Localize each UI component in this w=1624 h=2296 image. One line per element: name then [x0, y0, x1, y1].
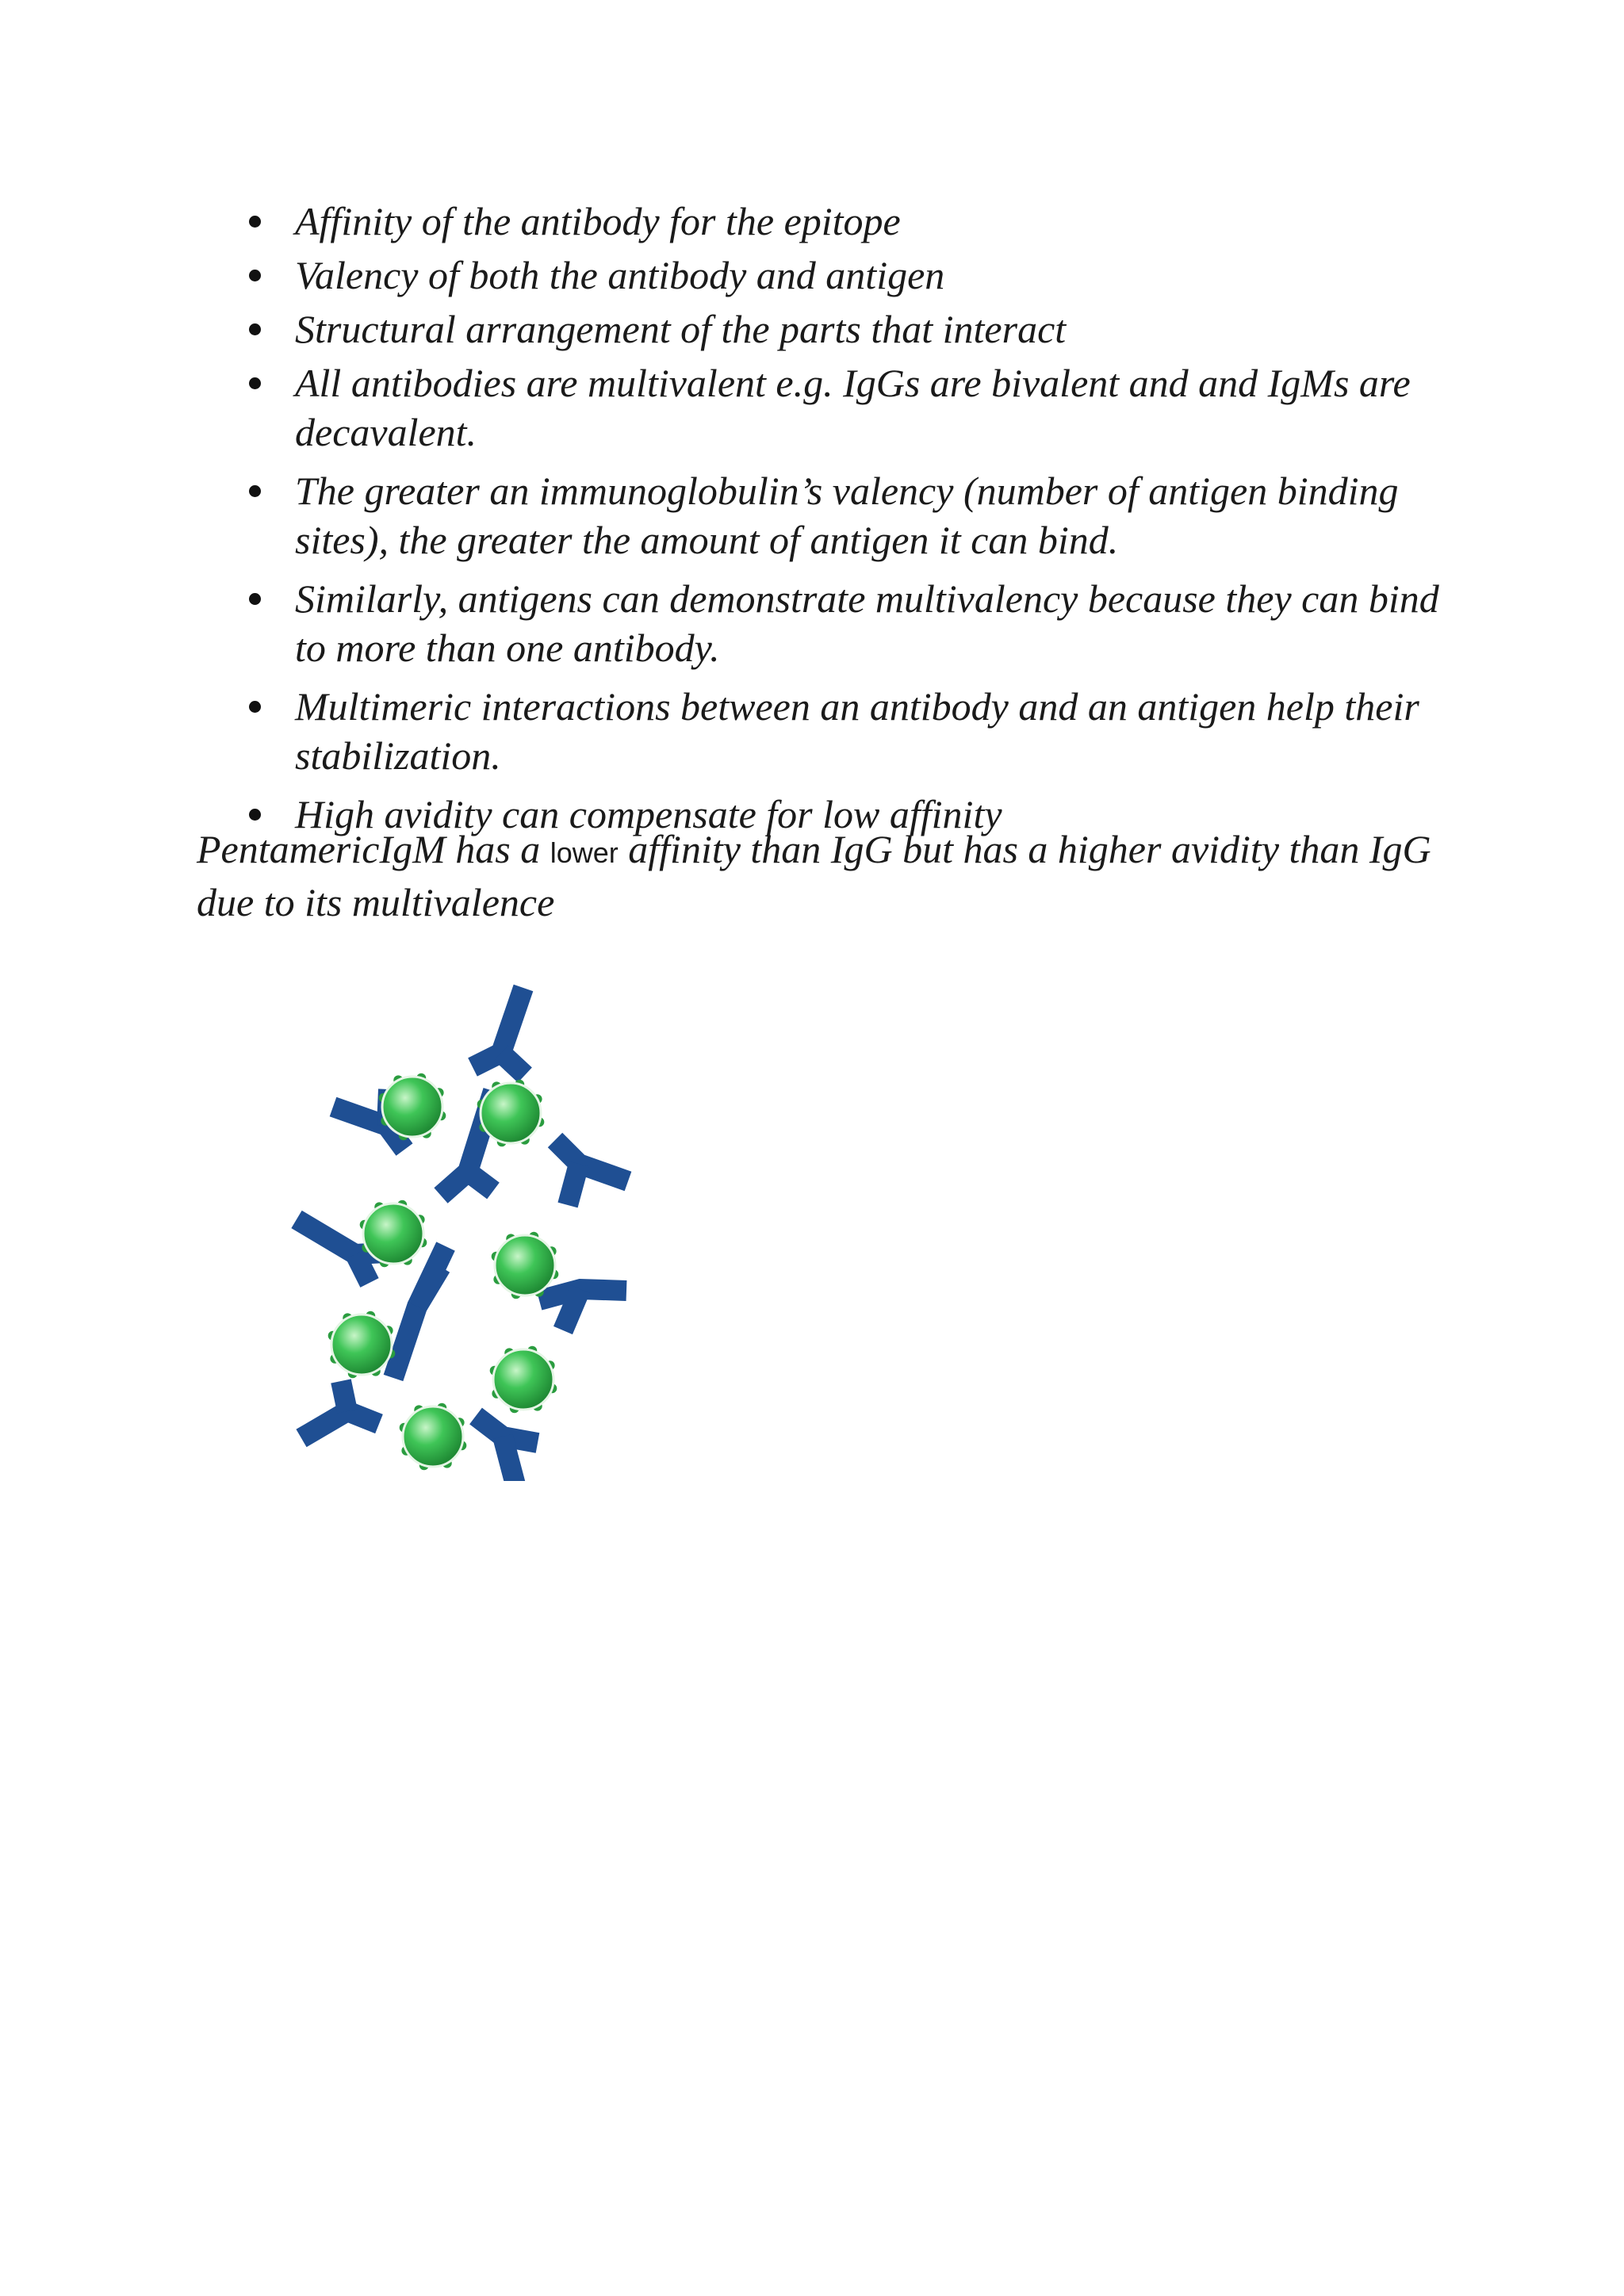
- list-item-text: Similarly, antigens can demonstrate multivalency because they can bind to more than one antibody.: [295, 576, 1439, 670]
- igm-avidity-paragraph: [197, 825, 1434, 927]
- antibody-icon: [568, 1164, 579, 1205]
- list-item: [235, 682, 1440, 780]
- list-item-text: All antibodies are multivalent e.g. IgGs are bivalent and and IgMs are decavalent.: [295, 361, 1411, 454]
- list-item: [235, 358, 1440, 457]
- bullet-dot-icon: [249, 485, 261, 497]
- paragraph-text-start: PentamericIgM has a: [197, 827, 550, 871]
- list-item: [235, 574, 1440, 672]
- list-item-text: Affinity of the antibody for the epitope: [295, 199, 901, 243]
- antibody-group: [297, 988, 628, 1481]
- antigen-icon: [490, 1346, 557, 1414]
- bullet-dot-icon: [249, 593, 261, 605]
- bullet-dot-icon: [249, 377, 261, 389]
- antibody-icon: [468, 1172, 493, 1191]
- list-item-text: Structural arrangement of the parts that interact: [295, 307, 1067, 351]
- antigen-icon: [328, 1311, 396, 1379]
- antigen-icon: [400, 1403, 467, 1471]
- bullet-dot-icon: [249, 809, 261, 821]
- antibody-icon: [355, 1254, 370, 1283]
- list-item: [235, 197, 1440, 246]
- bullet-list: [235, 197, 1440, 844]
- bullet-dot-icon: [249, 216, 261, 228]
- antibody-icon: [341, 1381, 347, 1411]
- list-item: [235, 304, 1440, 354]
- bullet-dot-icon: [249, 701, 261, 713]
- antibody-icon: [501, 1053, 525, 1075]
- bullet-dot-icon: [249, 323, 261, 335]
- antibody-antigen-lattice-figure: [285, 974, 698, 1481]
- list-item-text: Multimeric interactions between an antibody and an antigen help their stabilization.: [295, 684, 1419, 778]
- list-item: [235, 251, 1440, 300]
- antibody-icon: [301, 1411, 379, 1438]
- paragraph-text-end: affinity than IgG but has a higher avidity than IgG due to its multivalence: [197, 827, 1431, 924]
- list-item: [235, 466, 1440, 564]
- list-item-text: High avidity can compensate for low affinity: [295, 792, 1002, 836]
- bullet-dot-icon: [249, 270, 261, 281]
- antibody-icon: [417, 1246, 446, 1307]
- paragraph-small-word: lower: [550, 836, 619, 869]
- list-item-text: The greater an immunoglobulin’s valency (number of antigen binding sites), the greater the amount of antigen it can bind.: [295, 469, 1399, 562]
- list-item-text: Valency of both the antibody and antigen: [295, 253, 945, 297]
